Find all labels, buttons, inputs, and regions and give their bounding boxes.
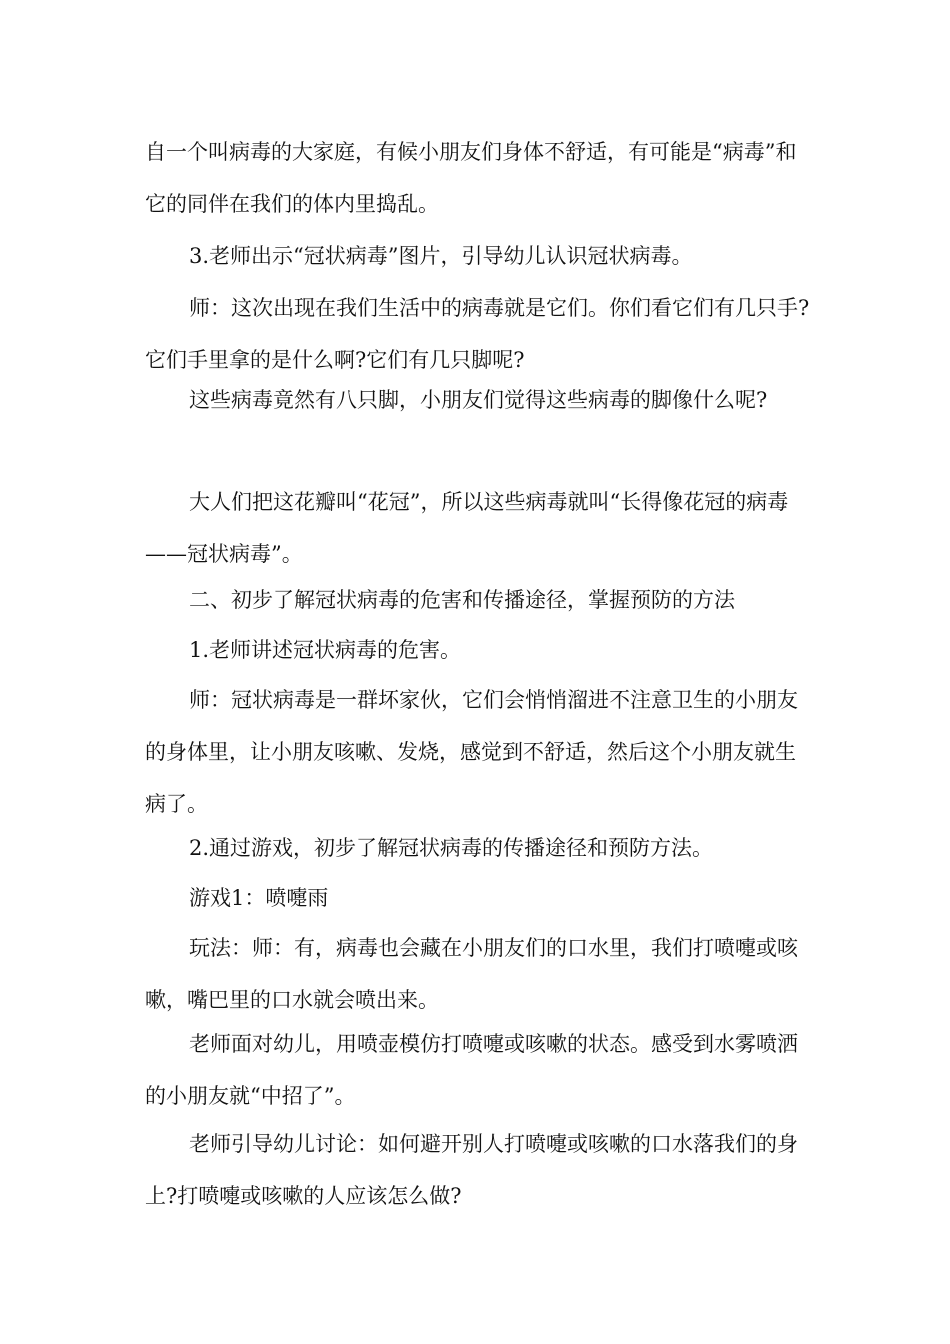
paragraph-step-3: 3.老师出示“冠状病毒”图片，引导幼儿认识冠状病毒。 [189, 244, 693, 268]
paragraph-step-1: 1.老师讲述冠状病毒的危害。 [189, 638, 462, 662]
paragraph-virus-family: 自一个叫病毒的大家庭，有候小朋友们身体不舒适，有可能是“病毒”和它的同伴在我们的体内里捣乱。 [145, 140, 797, 216]
paragraph-game-rules: 玩法：师：有，病毒也会藏在小朋友们的口水里，我们打喷嚏或咳嗽，嘴巴里的口水就会喷出来。 [145, 936, 798, 1012]
paragraph-step-2: 2.通过游戏，初步了解冠状病毒的传播途径和预防方法。 [189, 836, 714, 860]
paragraph-eight-legs: 这些病毒竟然有八只脚，小朋友们觉得这些病毒的脚像什么呢? [189, 388, 768, 412]
paragraph-discussion: 老师引导幼儿讨论：如何避开别人打喷嚏或咳嗽的口水落我们的身上?打喷嚏或咳嗽的人应该怎么做? [145, 1132, 798, 1208]
paragraph-spray-demo: 老师面对幼儿，用喷壶模仿打喷嚏或咳嗽的状态。感受到水雾喷洒的小朋友就“中招了”。 [145, 1032, 798, 1108]
paragraph-teacher-questions: 师：这次出现在我们生活中的病毒就是它们。你们看它们有几只手?它们手里拿的是什么啊?它们有几只脚呢? [145, 296, 810, 372]
paragraph-harm: 师：冠状病毒是一群坏家伙，它们会悄悄溜进不注意卫生的小朋友的身体里，让小朋友咳嗽、发烧，感觉到不舒适，然后这个小朋友就生病了。 [145, 688, 798, 816]
paragraph-game-1: 游戏1：喷嚏雨 [189, 886, 329, 910]
paragraph-corona-name: 大人们把这花瓣叫“花冠”，所以这些病毒就叫“长得像花冠的病毒——冠状病毒”。 [145, 490, 789, 566]
section-heading-two: 二、初步了解冠状病毒的危害和传播途径，掌握预防的方法 [189, 588, 735, 612]
